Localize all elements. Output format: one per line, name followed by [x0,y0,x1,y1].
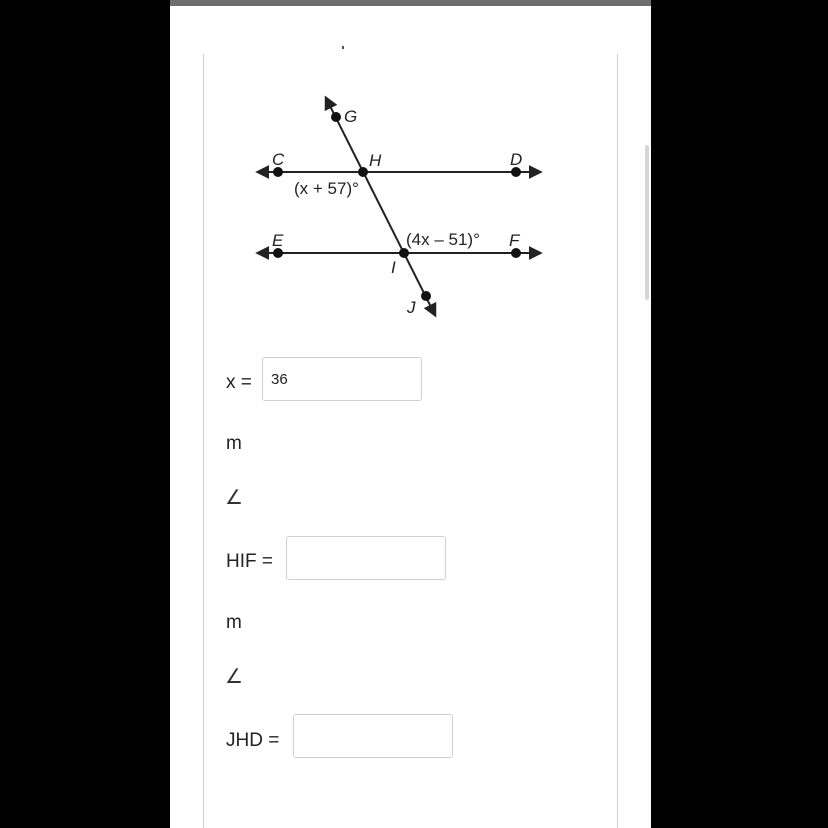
transversal-gj [326,98,435,315]
label-i: I [391,258,396,277]
angle-label-h: (x + 57)° [294,179,359,198]
measure-prefix-hif: m [226,433,242,454]
point-h [358,167,368,177]
hif-answer-input[interactable] [286,536,446,580]
point-j [421,291,431,301]
label-e: E [272,231,284,250]
label-f: F [509,231,520,250]
content-border-right [617,54,618,828]
label-d: D [510,150,523,169]
point-g [331,112,341,122]
scrollbar[interactable] [645,145,649,300]
label-c: C [272,150,285,169]
x-answer-input[interactable] [262,357,422,401]
jhd-label: JHD = [226,730,280,751]
point-i [399,248,409,258]
content-border-left [203,54,204,828]
label-j: J [407,298,416,317]
measure-prefix-jhd: m [226,612,242,633]
angle-symbol-hif: ∠ [225,487,243,509]
jhd-answer-input[interactable] [293,714,453,758]
angle-symbol-jhd: ∠ [225,666,243,688]
x-label: x = [226,372,252,393]
transversal-diagram [250,90,550,325]
label-g: G [344,107,358,126]
angle-label-i: (4x – 51)° [406,230,480,249]
label-h: H [369,151,382,170]
stray-mark [342,46,344,49]
hif-label: HIF = [226,551,273,572]
